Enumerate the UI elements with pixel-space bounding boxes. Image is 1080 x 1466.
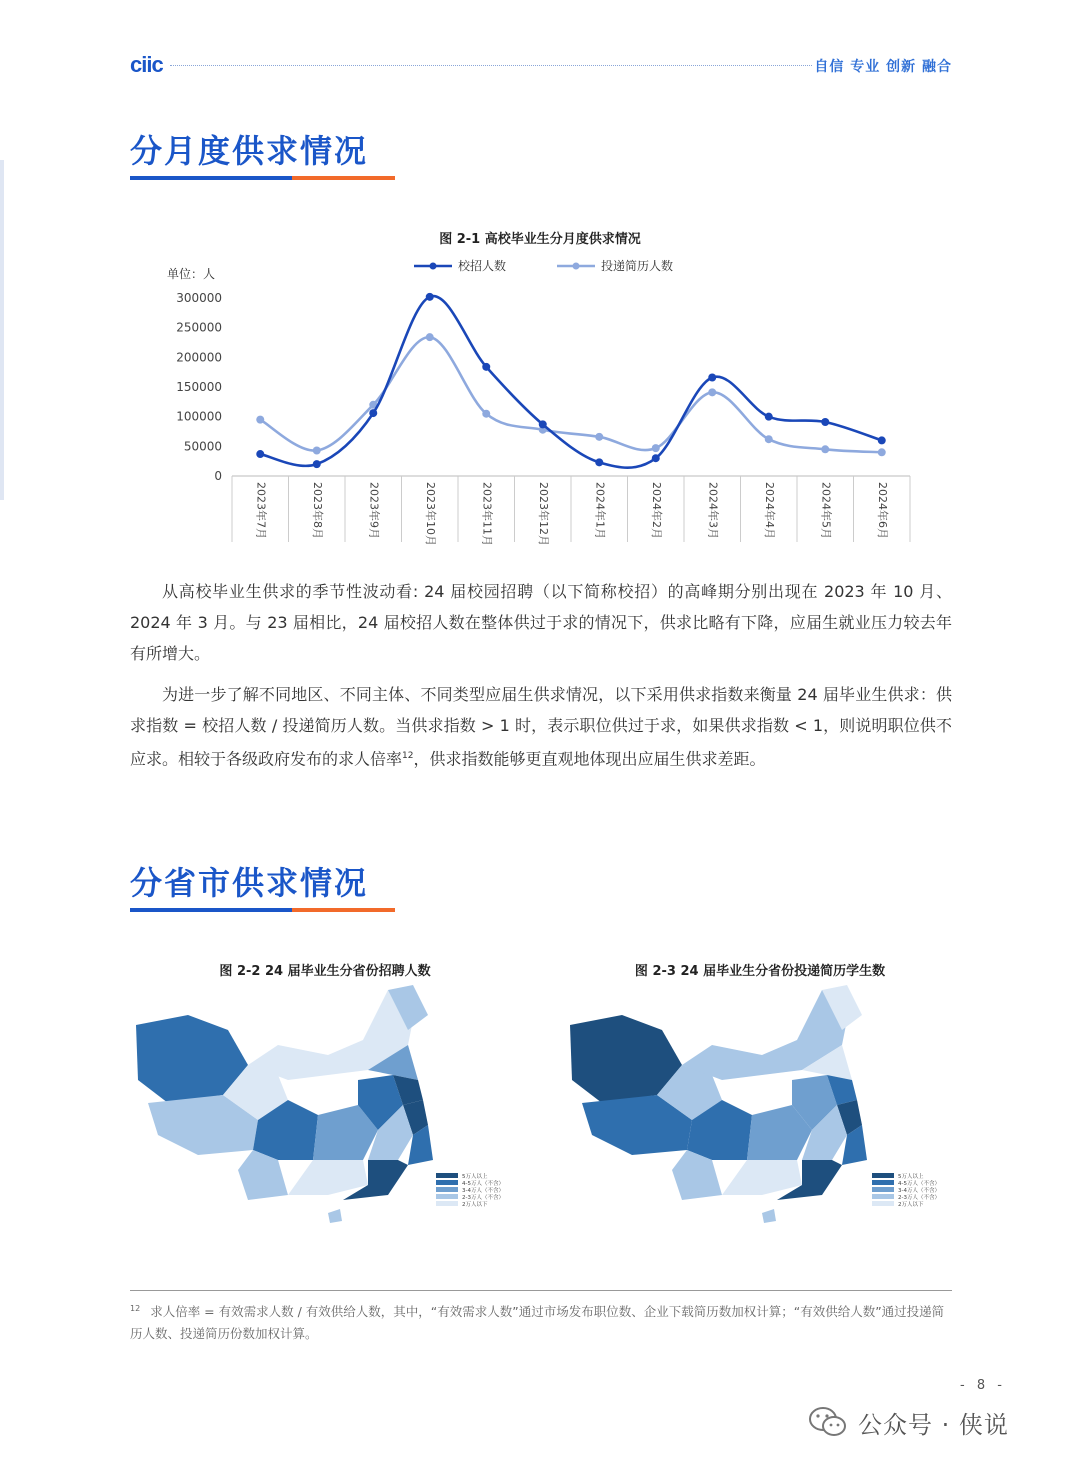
section-title-underline [130, 176, 395, 180]
paragraph-2-text: 为进一步了解不同地区、不同主体、不同类型应届生供求情况，以下采用供求指数来衡量 24 届毕业生供求：供求指数 = 校招人数 / 投递简历人数。当供求指数 > 1 时，表示职位供过于求，如果供求指数 < 1，则说明职位供不应求。相较于各级政府发布的求人倍率 [130, 685, 952, 769]
data-point [313, 460, 321, 468]
y-tick-label: 150000 [176, 380, 222, 394]
section-title-underline-2 [130, 908, 395, 912]
footnote [130, 1298, 952, 1345]
paragraph-2-tail: ，供求指数能够更直观地体现出应届生供求差距。 [413, 749, 766, 769]
map-legend-swatch [436, 1173, 458, 1178]
x-tick-label: 2023年12月 [536, 482, 550, 546]
legend-marker [573, 263, 580, 270]
data-point [652, 454, 660, 462]
data-point [765, 435, 773, 443]
data-point [878, 448, 886, 456]
y-tick-label: 300000 [176, 291, 222, 305]
series-line-recruitment [260, 296, 882, 468]
region-hainan [762, 1209, 776, 1223]
x-tick-label: 2023年7月 [254, 482, 268, 539]
data-point [708, 374, 716, 382]
x-tick-label: 2024年2月 [649, 482, 663, 539]
region-guangxi [288, 1160, 368, 1195]
y-axis-unit: 单位：人 [167, 267, 216, 281]
map-legend-label: 4-5万人（不含） [462, 1181, 504, 1187]
map-legend-swatch [872, 1180, 894, 1185]
y-tick-label: 50000 [183, 439, 222, 454]
series-line-resumes [260, 337, 882, 452]
map-legend-label: 5万人以上 [898, 1174, 924, 1180]
data-point [595, 433, 603, 441]
watermark-text: 公众号 · 侠说 [858, 1410, 1009, 1439]
legend-label: 投递简历人数 [601, 259, 674, 273]
map-legend-label: 3-4万人（不含） [462, 1188, 504, 1194]
data-point [369, 409, 377, 417]
page-header [130, 52, 952, 80]
wechat-icon [808, 1405, 848, 1439]
map-legend-label: 5万人以上 [462, 1174, 488, 1180]
header-dotted-line [170, 65, 812, 66]
map-legend-label: 4-5万人（不含） [898, 1181, 940, 1187]
map-legend-swatch [436, 1187, 458, 1192]
footnote-number: 12 [130, 1304, 141, 1313]
region-guangxi [722, 1160, 802, 1195]
data-point [652, 444, 660, 452]
page-number: - 8 - [960, 1378, 1006, 1393]
analysis-text [130, 576, 952, 774]
data-point [426, 333, 434, 341]
x-tick-label: 2024年1月 [593, 482, 607, 539]
data-point [821, 418, 829, 426]
figure-title-2-3: 图 2-3 24 届毕业生分省份投递简历学生数 [634, 964, 886, 979]
data-point [708, 388, 716, 396]
map-legend-swatch [436, 1194, 458, 1199]
map-legend-label: 2-3万人（不含） [898, 1195, 940, 1201]
x-tick-label: 2024年4月 [762, 482, 776, 539]
map-legend-swatch [872, 1173, 894, 1178]
map-recruitment-by-province [128, 985, 508, 1235]
y-tick-label: 250000 [176, 320, 222, 335]
map-resumes-by-province [562, 985, 952, 1235]
paragraph-1: 从高校毕业生供求的季节性波动看: 24 届校园招聘（以下简称校招）的高峰期分别出现在 2023 年 10 月、2024 年 3 月。与 23 届相比，24 届校招人数在整体供过于求的情况下，供求比略有下降，应届生就业压力较去年有所增大。 [130, 582, 952, 663]
data-point [765, 413, 773, 421]
figure-title-2-2: 图 2-2 24 届毕业生分省份招聘人数 [219, 964, 431, 979]
data-point [426, 293, 434, 301]
data-point [595, 458, 603, 466]
map-legend-swatch [872, 1187, 894, 1192]
data-point [256, 450, 264, 458]
map-legend-label: 2万人以下 [898, 1202, 924, 1208]
legend-label: 校招人数 [458, 259, 507, 273]
data-point [821, 445, 829, 453]
left-edge-bar [0, 160, 4, 500]
x-tick-label: 2024年3月 [706, 482, 720, 539]
map-legend-label: 3-4万人（不含） [898, 1188, 940, 1194]
y-tick-label: 100000 [176, 409, 222, 424]
data-point [482, 410, 490, 418]
data-point [482, 363, 490, 371]
map-legend-label: 2-3万人（不含） [462, 1195, 504, 1201]
x-tick-label: 2023年10月 [423, 482, 437, 546]
header-slogan: 自信 专业 创新 融合 [814, 59, 952, 75]
x-tick-label: 2023年11月 [480, 482, 494, 546]
data-point [878, 436, 886, 444]
y-tick-label: 200000 [176, 350, 222, 365]
legend-marker [430, 263, 437, 270]
section-title-province: 分省市供求情况 [130, 864, 369, 902]
x-tick-label: 2023年9月 [367, 482, 381, 539]
x-tick-label: 2024年6月 [875, 482, 889, 539]
section-title-monthly: 分月度供求情况 [130, 132, 369, 170]
footnote-text: 求人倍率 = 有效需求人数 / 有效供给人数，其中，“有效需求人数”通过市场发布职位数、企业下载简历数加权计算；“有效供给人数”通过投递简历人数、投递简历份数加权计算。 [130, 1304, 945, 1342]
region-hainan [328, 1209, 342, 1223]
footnote-divider [130, 1290, 952, 1291]
map-legend-swatch [872, 1194, 894, 1199]
map-legend-swatch [872, 1201, 894, 1206]
footnote-ref[interactable]: 12 [402, 751, 414, 761]
map-legend-swatch [436, 1180, 458, 1185]
y-tick-label: 0 [214, 469, 222, 483]
data-point [539, 420, 547, 428]
figure-title-2-1: 图 2-1 高校毕业生分月度供求情况 [439, 232, 641, 247]
paragraph-2 [130, 679, 952, 774]
map-legend-swatch [436, 1201, 458, 1206]
x-tick-label: 2023年8月 [310, 482, 324, 539]
data-point [313, 446, 321, 454]
ciic-logo: ciic [130, 52, 163, 77]
map-legend-label: 2万人以下 [462, 1202, 488, 1208]
data-point [256, 416, 264, 424]
x-tick-label: 2024年5月 [819, 482, 833, 539]
monthly-supply-demand-chart [160, 250, 920, 560]
watermark [808, 1402, 1009, 1442]
